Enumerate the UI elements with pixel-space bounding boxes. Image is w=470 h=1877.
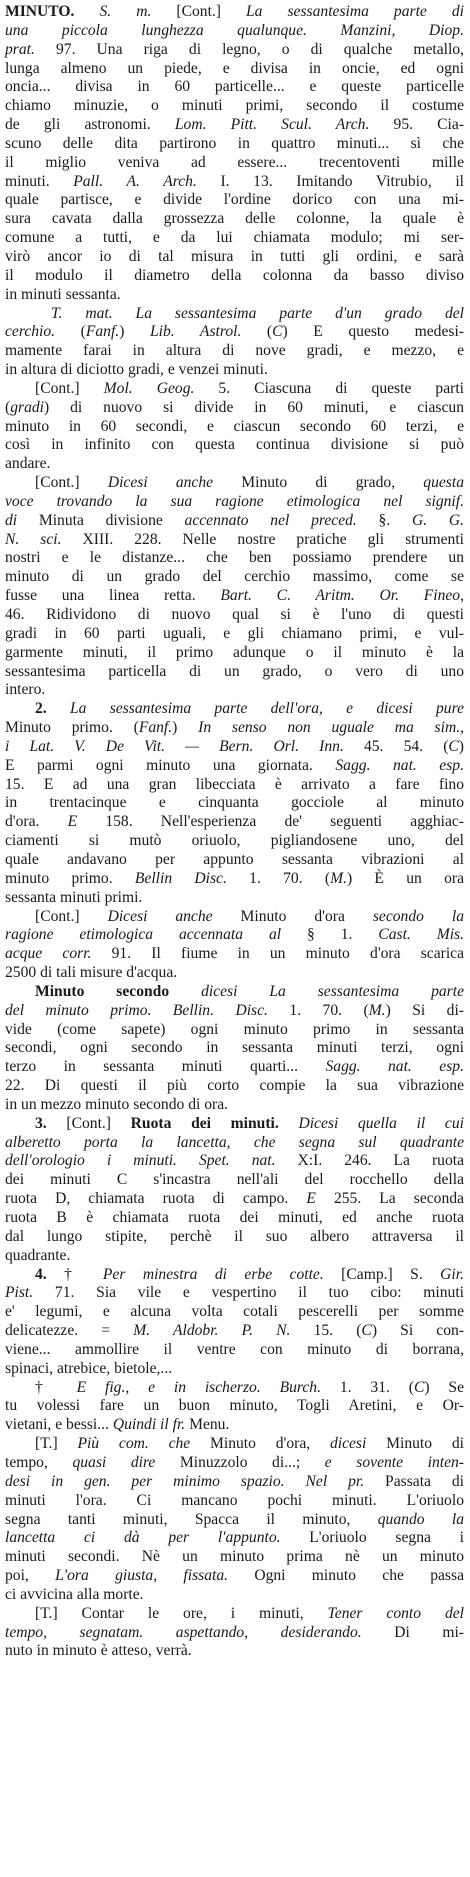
plain-text: 15. E ad una gran libecciata è arrivato a fare fino <box>5 775 464 793</box>
entry-paragraph <box>5 1115 464 1266</box>
plain-text: Minuto d'ora, <box>190 1435 330 1453</box>
text-line <box>5 474 464 493</box>
italic-text: La sessantesima parte di <box>246 3 464 20</box>
plain-text: ( <box>55 323 86 341</box>
plain-text: sessantesima particella di un grado, o vero di uno <box>5 662 464 680</box>
italic-text: In senso non uguale ma sim., <box>198 719 464 737</box>
plain-text: X:I. 246. La ruota <box>275 1152 464 1170</box>
text-line <box>5 305 464 324</box>
plain-text: minuti l'ora. Ci mancano pochi minuti. L'oriuolo <box>5 1491 464 1509</box>
plain-text: quadrante. <box>5 1246 71 1264</box>
text-line <box>5 663 464 682</box>
text-line <box>5 681 464 700</box>
italic-text: S. m. <box>74 3 177 20</box>
text-line <box>5 889 464 908</box>
plain-text: Ogni minuto che passa <box>228 1567 464 1585</box>
text-line <box>5 1511 464 1530</box>
plain-text: il modulo il diametro della colonna da basso diviso <box>5 266 464 284</box>
plain-text: Minuto di grado, <box>213 474 424 492</box>
plain-text: [Cont.] <box>35 907 108 925</box>
plain-text: L'oriuolo segna i <box>280 1529 464 1547</box>
entry-paragraph <box>5 305 464 380</box>
bold-text: 4. <box>35 1265 47 1283</box>
plain-text: vietani, e bessi... <box>5 1416 113 1434</box>
text-line <box>5 1322 464 1341</box>
text-line <box>5 625 464 644</box>
plain-text: chiamo minuzie, o minuti primi, secondo il costume <box>5 97 464 115</box>
plain-text: [T.] <box>35 1435 78 1453</box>
bold-text: MINUTO. <box>5 3 75 20</box>
plain-text: minuto di un grado del cerchio massimo, come se <box>5 568 464 586</box>
text-line <box>5 983 464 1002</box>
italic-text: alberetto porta la lancetta, che segna sul quadrante <box>5 1133 464 1151</box>
text-line <box>5 738 464 757</box>
text-line <box>5 1492 464 1511</box>
italic-text: gradi <box>10 398 44 416</box>
text-line <box>5 267 464 286</box>
plain-text: [T.] Contar le ore, i minuti, <box>35 1604 328 1622</box>
text-line <box>5 512 464 531</box>
italic-text: e sovente inten- <box>324 1453 464 1471</box>
plain-text: Minuta divisione <box>17 511 185 529</box>
italic-text: dicesi <box>329 1435 367 1453</box>
plain-text: E parmi ogni minuto una giornata. <box>5 756 336 774</box>
italic-text: Dicesi anche <box>107 907 213 925</box>
italic-text: tempo, segnatam. aspettando, desiderando. <box>5 1623 362 1641</box>
plain-text: §. <box>356 511 412 529</box>
text-line <box>5 361 464 380</box>
text-line <box>5 870 464 889</box>
plain-text: de gli astronomi. <box>5 116 175 134</box>
plain-text <box>279 1115 299 1132</box>
plain-text: terzo in sessanta minuti quarti... <box>5 1058 326 1076</box>
text-line <box>5 418 464 437</box>
text-line <box>5 1171 464 1190</box>
italic-text: dell'orologio i minuti. Spet. nat. <box>5 1152 276 1170</box>
plain-text: d'ora. <box>5 813 68 831</box>
text-line <box>5 1397 464 1416</box>
italic-text: Mol. Geog. <box>103 379 195 397</box>
entry-paragraph <box>5 380 464 474</box>
italic-text: di <box>5 511 18 529</box>
italic-text: lancetta ci dà per l'appunto. <box>5 1529 281 1547</box>
text-line <box>5 945 464 964</box>
italic-text: M. <box>368 1001 386 1019</box>
text-line <box>5 97 464 116</box>
text-line <box>5 851 464 870</box>
plain-text: virò ancor io di tal misura in tutti gli ordini, e sarà <box>5 247 464 265</box>
text-line <box>5 794 464 813</box>
italic-text: quando la <box>377 1510 464 1528</box>
text-line <box>5 1586 464 1605</box>
text-line <box>5 813 464 832</box>
plain-text: lunga almeno un piede, e divisa in oncie, ed ogni <box>5 59 464 77</box>
plain-text: † <box>46 1265 103 1283</box>
entry-paragraph <box>5 1435 464 1605</box>
entry-paragraph <box>5 1266 464 1379</box>
plain-text: nostri e le distanze... che ben possiamo prendere un <box>5 549 464 567</box>
plain-text: in trentacinque e cinquanta gocciole al minuto <box>5 794 464 812</box>
text-line <box>5 776 464 795</box>
text-line <box>5 719 464 738</box>
plain-text: Minuto di <box>366 1435 464 1453</box>
plain-text <box>113 305 136 322</box>
italic-text: C <box>448 737 459 755</box>
plain-text: 46. Ridividono di nuovo qual si è l'uno di questi <box>5 606 464 623</box>
plain-text: ) <box>458 737 464 755</box>
italic-text: Dicesi anche <box>107 474 214 492</box>
plain-text: dal lungo stipite, perchè il suo albero attraversa il <box>5 1227 464 1245</box>
italic-text: Sagg. nat. esp. <box>325 1058 464 1076</box>
plain-text: intero. <box>5 681 46 699</box>
text-line <box>5 1228 464 1247</box>
italic-text: Quindi il fr. <box>112 1416 186 1434</box>
plain-text: minuto in 60 secondi, e ciascun secondo 60 terzi, e <box>5 417 464 435</box>
plain-text: 5. Ciascuna di queste parti <box>194 379 464 397</box>
plain-text: in altura di diciotto gradi, e venzei minuti. <box>5 361 268 379</box>
plain-text: comune a tutti, e da lui chiamata modulo; mi ser- <box>5 229 464 247</box>
italic-text: N. sci. <box>5 530 62 548</box>
plain-text: ruota B è chiamata ruota dei minuti, ed anche ruota <box>5 1209 464 1226</box>
italic-text: cerchio. <box>5 323 56 341</box>
plain-text: gradi in 60 parti uguali, e gli chiamano primi, e vul- <box>5 624 464 642</box>
italic-text: questa <box>423 474 465 492</box>
text-line <box>5 1435 464 1454</box>
text-line <box>5 1096 464 1115</box>
plain-text: andare. <box>5 455 51 473</box>
italic-text: del minuto primo. Bellin. Disc. <box>5 1001 268 1019</box>
plain-text: garmente minuti, il primo adunque o il minuto è la <box>5 643 464 661</box>
italic-text: Fanf. <box>138 719 173 737</box>
plain-text: 255. La seconda <box>315 1190 464 1208</box>
text-line <box>5 455 464 474</box>
bold-text: Ruota dei minuti. <box>130 1114 279 1132</box>
entry-paragraph <box>5 983 464 1115</box>
text-line <box>5 908 464 927</box>
text-line <box>5 1247 464 1266</box>
text-line <box>5 964 464 983</box>
italic-text: prat. <box>5 40 35 58</box>
text-line <box>5 1360 464 1379</box>
plain-text: 45. 54. ( <box>343 737 449 755</box>
plain-text: il miglio veniva ad essere... trecentoventi mille <box>5 153 464 171</box>
entry-paragraph <box>5 1379 464 1436</box>
plain-text: 22. Di questi il più corto compie la sua vibrazione <box>5 1077 464 1095</box>
plain-text: 97. Una riga di legno, o di qualche metallo, <box>34 40 464 58</box>
text-line <box>5 926 464 945</box>
text-line <box>5 493 464 512</box>
bold-text: Minuto secondo <box>35 982 170 1000</box>
text-line <box>5 22 464 41</box>
text-line <box>5 1341 464 1360</box>
plain-text <box>47 700 70 717</box>
plain-text: ) di nuovo si divide in 60 minuti, e ciascun <box>44 398 464 416</box>
text-line <box>5 135 464 154</box>
text-line <box>5 78 464 97</box>
text-line <box>5 1152 464 1171</box>
plain-text: spinaci, atrebice, bietole,... <box>5 1359 173 1377</box>
plain-text: 95. Cia- <box>369 116 464 134</box>
text-line <box>5 1548 464 1567</box>
text-line <box>5 1529 464 1548</box>
plain-text: † <box>35 1378 77 1396</box>
text-line <box>5 1115 464 1134</box>
text-line <box>5 3 464 22</box>
text-line <box>5 286 464 305</box>
italic-text: T. mat. <box>51 304 113 322</box>
text-line <box>5 342 464 361</box>
italic-text: Lib. Astrol. <box>149 323 242 341</box>
text-line <box>5 1624 464 1643</box>
italic-text: Bellin Disc. <box>134 869 227 887</box>
italic-text: C <box>272 323 283 341</box>
text-line <box>5 1134 464 1153</box>
plain-text: Minuzzolo di...; <box>155 1453 325 1471</box>
italic-text: Cast. Mis. <box>378 926 465 944</box>
italic-text: M. <box>330 869 347 887</box>
text-line <box>5 41 464 60</box>
entry-paragraph <box>5 700 464 907</box>
italic-text: G. G. <box>411 511 464 529</box>
italic-text: Pist. <box>5 1284 34 1302</box>
plain-text: 15. ( <box>290 1322 362 1340</box>
text-line <box>5 568 464 587</box>
bold-text: 2. <box>35 700 47 718</box>
italic-text: E <box>67 813 78 831</box>
text-line <box>5 1605 464 1624</box>
text-line <box>5 1058 464 1077</box>
text-line <box>5 587 464 606</box>
plain-text: fusse una linea retta. <box>5 587 221 605</box>
text-line <box>5 700 464 719</box>
italic-text: Fanf. <box>85 323 120 341</box>
plain-text: Passata di <box>364 1472 464 1490</box>
italic-text: E fig., e in ischerzo. Burch. <box>76 1378 322 1396</box>
text-line <box>5 154 464 173</box>
italic-text: Gir. <box>440 1265 464 1283</box>
italic-text: voce trovando la sua ragione etimologica nel signif. <box>5 492 464 510</box>
plain-text: ( <box>241 323 273 341</box>
plain-text: 1. 70. ( <box>267 1001 369 1019</box>
text-line <box>5 399 464 418</box>
text-line <box>5 1077 464 1096</box>
text-line <box>5 323 464 342</box>
bold-text: 3. <box>35 1114 47 1132</box>
text-line <box>5 644 464 663</box>
plain-text: Minuto d'ora <box>212 907 373 925</box>
plain-text: nuto in minuto è atteso, verrà. <box>5 1642 192 1660</box>
italic-text: La sessantesima parte dell'ora, e dicesi pure <box>69 700 464 718</box>
plain-text: tu volessi fare un buon minuto, Togli Aretini, e Or- <box>5 1397 464 1415</box>
italic-text: una piccola lunghezza qualunque. Manzini, Diop. <box>5 21 464 39</box>
text-line <box>5 436 464 455</box>
text-line <box>5 1642 464 1661</box>
plain-text: mamente farai in altura di nove gradi, e mezzo, e <box>5 342 464 360</box>
italic-text: L'ora giusta, fissata. <box>55 1567 229 1585</box>
plain-text: ciamenti si mutò oriuolo, pigliandosene uno, del <box>5 832 464 850</box>
text-line <box>5 248 464 267</box>
italic-text: Più com. che <box>77 1435 191 1453</box>
text-line <box>5 210 464 229</box>
dictionary-entry-minuto <box>5 3 464 1661</box>
plain-text: ) Se <box>424 1378 464 1396</box>
text-line <box>5 60 464 79</box>
text-line <box>5 1284 464 1303</box>
plain-text: minuto primo. <box>5 869 135 887</box>
italic-text: Lom. Pitt. Scul. Arch. <box>174 116 370 134</box>
text-line <box>5 229 464 248</box>
plain-text: delicatezze. = <box>5 1322 134 1340</box>
entry-paragraph <box>5 908 464 983</box>
text-line <box>5 757 464 776</box>
plain-text: ) Si con- <box>371 1322 465 1340</box>
italic-text: i Lat. V. De Vit. — Bern. Orl. Inn. <box>5 737 344 755</box>
text-line <box>5 531 464 550</box>
plain-text: 2500 di tali misure d'acqua. <box>5 964 178 982</box>
plain-text: 1. 31. ( <box>321 1378 414 1396</box>
plain-text: Di mi- <box>361 1623 465 1641</box>
plain-text: ) Si di- <box>385 1001 464 1019</box>
plain-text: 71. Sia vile e vespertino il tuo cibo: minuti <box>33 1284 464 1302</box>
plain-text: 158. Nell'esperienza de' seguenti agghiac- <box>77 813 464 831</box>
plain-text: quale partisce, e divide l'ordine dorico con una mi- <box>5 191 464 209</box>
text-line <box>5 1567 464 1586</box>
plain-text: dei minuti C s'incastra nell'ali del rocchello della <box>5 1171 464 1189</box>
text-line <box>5 1002 464 1021</box>
plain-text: § 1. <box>281 926 379 944</box>
text-line <box>5 549 464 568</box>
text-line <box>5 1266 464 1285</box>
plain-text <box>169 983 201 1000</box>
italic-text: dicesi La sessantesima parte <box>201 982 465 1000</box>
plain-text: Menu. <box>185 1416 230 1434</box>
plain-text: tempo, <box>5 1453 73 1471</box>
text-line <box>5 606 464 625</box>
plain-text: [Cont.] <box>35 474 108 492</box>
plain-text: XIII. 228. Nelle nostre pratiche gli strumenti <box>61 530 465 548</box>
text-line <box>5 1190 464 1209</box>
plain-text: ci avvicina alla morte. <box>5 1585 144 1603</box>
plain-text: scuno delle dita partirono in quattro minuti... sì che <box>5 134 464 152</box>
plain-text: ( <box>5 398 11 416</box>
text-line <box>5 1303 464 1322</box>
plain-text: ) E questo medesi- <box>282 323 464 341</box>
plain-text: sessanta minuti primi. <box>5 888 143 906</box>
plain-text: 1. 70. ( <box>226 869 331 887</box>
italic-text: secondo la <box>372 907 465 925</box>
plain-text: Minuto primo. ( <box>5 719 139 737</box>
text-line <box>5 1416 464 1435</box>
plain-text: sura cavata dalla grossezza delle colonne, la quale è <box>5 210 464 228</box>
plain-text: e' legumi, e alcuna volta cotali pescerelli per somme <box>5 1303 464 1321</box>
entry-paragraph <box>5 474 464 700</box>
plain-text: ) È un ora <box>346 869 465 887</box>
plain-text: in un mezzo minuto secondo di ora. <box>5 1095 229 1113</box>
plain-text: [Camp.] S. <box>323 1265 441 1283</box>
italic-text: ragione etimologica accennata al <box>5 926 282 944</box>
text-line <box>5 1379 464 1398</box>
entry-paragraph <box>5 1605 464 1662</box>
plain-text: viene... ammollire il ventre con minuto di borrana, <box>5 1340 464 1358</box>
plain-text: in minuti sessanta. <box>5 285 121 303</box>
plain-text: segna tanti minuti, Spacca il minuto, <box>5 1510 378 1528</box>
italic-text: desi in gen. per minimo spazio. Nel pr. <box>5 1472 365 1490</box>
text-line <box>5 1039 464 1058</box>
italic-text: acque corr. <box>5 945 92 963</box>
plain-text: I. 13. Imitando Vitrubio, il <box>196 172 464 190</box>
italic-text: quasi dire <box>72 1453 156 1471</box>
plain-text: ) <box>172 719 199 737</box>
text-line <box>5 832 464 851</box>
italic-text: Per minestra di erbe cotte. <box>102 1265 324 1283</box>
plain-text: minuti secondi. Nè un minuto prima nè un minuto <box>5 1548 464 1566</box>
italic-text: Tener conto del <box>327 1604 464 1622</box>
text-line <box>5 116 464 135</box>
plain-text: [Cont.] <box>35 379 104 397</box>
text-line <box>5 380 464 399</box>
plain-text: vide (come sapete) ogni minuto primo in sessanta <box>5 1020 464 1038</box>
text-line <box>5 1021 464 1040</box>
text-line <box>5 1209 464 1228</box>
plain-text: poi, <box>5 1567 56 1585</box>
italic-text: Bart. C. Aritm. Or. Fineo, <box>220 587 465 605</box>
plain-text: ) <box>119 323 150 341</box>
italic-text: Pall. A. Arch. <box>73 172 197 190</box>
text-line <box>5 173 464 192</box>
italic-text: C <box>413 1378 425 1396</box>
text-line <box>5 191 464 210</box>
plain-text: [Cont.] <box>176 3 246 20</box>
plain-text: ruota D, chiamata ruota di campo. <box>5 1190 307 1208</box>
plain-text: così in infinito con questa continua divisione si può <box>5 436 464 454</box>
italic-text: La sessantesima parte d'un grado del <box>135 304 464 322</box>
plain-text: [Cont.] <box>46 1114 131 1132</box>
text-line <box>5 1473 464 1492</box>
italic-text: accennato nel preced. <box>184 511 357 529</box>
plain-text: secondi, ogni secondo in sessanta minuti terzi, ogni <box>5 1039 464 1057</box>
italic-text: C <box>361 1322 372 1340</box>
italic-text: Dicesi quella il cui <box>298 1114 464 1132</box>
entry-paragraph <box>5 3 464 305</box>
italic-text: E <box>306 1190 316 1208</box>
italic-text: Sagg. nat. esp. <box>335 756 464 774</box>
plain-text: 91. Il fiume in un minuto d'ora scarica <box>91 945 464 963</box>
text-line <box>5 1454 464 1473</box>
plain-text: quale andavano per appunto sessanta vibrazioni al <box>5 850 464 868</box>
italic-text: M. Aldobr. P. N. <box>133 1322 291 1340</box>
plain-text: minuti. <box>5 172 74 190</box>
plain-text: oncia... divisa in 60 particelle... e queste particelle <box>5 78 464 96</box>
